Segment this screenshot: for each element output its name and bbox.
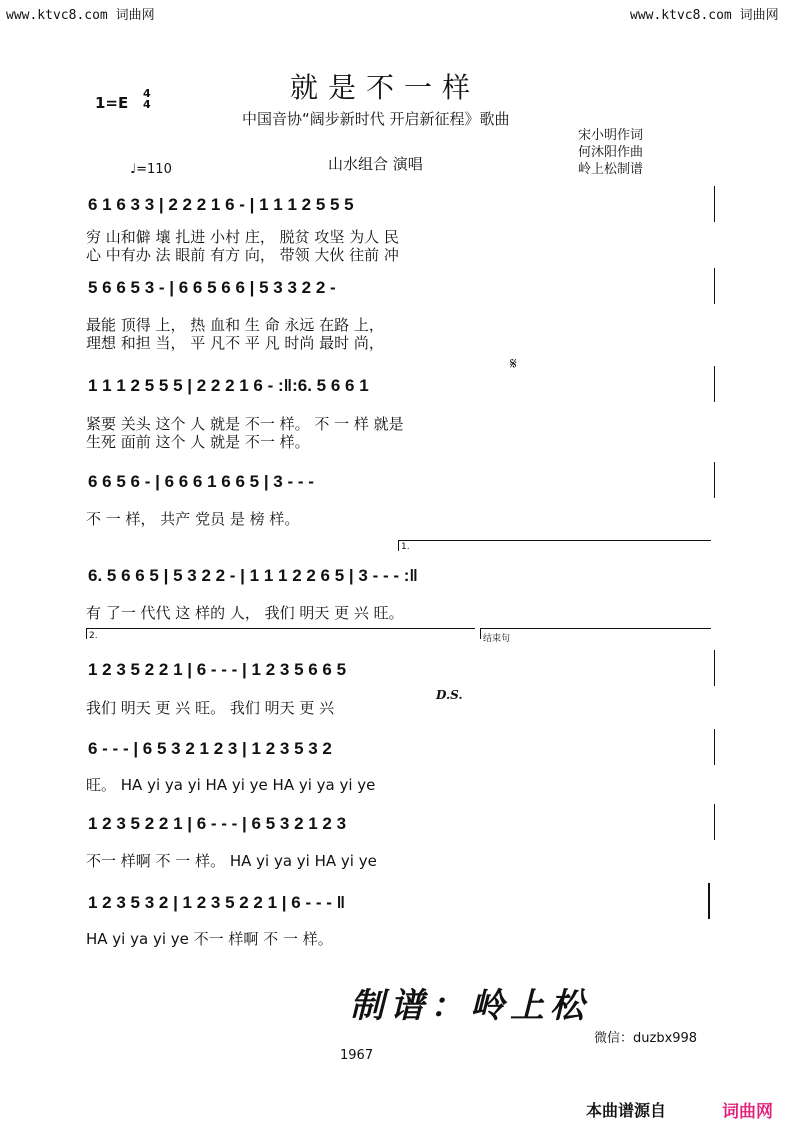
volta-bracket-2 (86, 628, 475, 639)
song-title: 就是不一样 (290, 71, 481, 104)
lyrics-row-8: 不一 样啊 不 一 样。 HA yi ya yi HA yi ye (86, 852, 377, 870)
notes-row-3: 1 1 1 2 5 5 5 | 2 2 2 1 6 - :‖:6. 5 6 6 1 (88, 376, 369, 395)
time-signature (143, 88, 151, 110)
ending-bracket (480, 628, 711, 639)
barline (714, 729, 715, 765)
notes-row-7: 6 - - - | 6 5 3 2 1 2 3 | 1 2 3 5 3 2 (88, 739, 332, 758)
barline (714, 804, 715, 840)
lyrics-row-1-verse-1: 穷 山和僻 壤 扎进 小村 庄， 脱贫 攻坚 为人 民 (86, 228, 399, 246)
lyrics-row-6: 我们 明天 更 兴 旺。 我们 明天 更 兴 (86, 699, 335, 717)
page-number: 1967 (340, 1048, 374, 1063)
brand-logo[interactable]: 词曲网 (722, 1102, 773, 1122)
time-bottom: 4 (143, 98, 151, 111)
site-link-right[interactable]: www.ktvc8.com 词曲网 (630, 8, 779, 23)
notes-row-8: 1 2 3 5 2 2 1 | 6 - - - | 6 5 3 2 1 2 3 (88, 814, 347, 833)
composer: 何沐阳作曲 (578, 145, 644, 160)
time-top: 4 (143, 87, 151, 100)
volta-label-1: 1. (401, 542, 410, 552)
wechat-contact: 微信：duzbx998 (594, 1031, 698, 1046)
notes-row-6: 1 2 3 5 2 2 1 | 6 - - - | 1 2 3 5 6 6 5 (88, 660, 347, 679)
barline (714, 268, 715, 304)
notes-row-2: 5 6 6 5 3 - | 6 6 5 6 6 | 5 3 3 2 2 - (88, 278, 336, 297)
barline (714, 186, 715, 222)
transcriber-signature: 制谱：岭上松 (350, 986, 590, 1026)
notes-row-5: 6. 5 6 6 5 | 5 3 2 2 - | 1 1 1 2 2 6 5 | 3 - - - :‖ (88, 566, 418, 585)
ds-marking: D.S. (436, 688, 463, 702)
lyrics-row-1-verse-2: 心 中有办 法 眼前 有方 向， 带领 大伙 往前 冲 (86, 246, 399, 264)
ending-label: 结束句 (483, 634, 511, 644)
barline (714, 462, 715, 498)
source-label: 本曲谱源自 (586, 1101, 667, 1120)
notes-row-1: 6 1 6 3 3 | 2 2 2 1 6 - | 1 1 1 2 5 5 5 (88, 195, 354, 214)
lyrics-row-2-verse-2: 理想 和担 当， 平 凡不 平 凡 时尚 最时 尚， (86, 334, 384, 352)
barline (714, 650, 715, 686)
tempo-marking: ♩=110 (130, 162, 172, 177)
notes-row-4: 6 6 5 6 - | 6 6 6 1 6 6 5 | 3 - - - (88, 472, 314, 491)
lyricist: 宋小明作词 (578, 128, 644, 143)
volta-label-2: 2. (89, 631, 98, 641)
lyrics-row-4: 不 一 样， 共产 党员 是 榜 样。 (86, 510, 300, 528)
volta-bracket-1 (398, 540, 711, 551)
song-subtitle: 中国音协“阔步新时代 开启新征程》歌曲 (242, 110, 510, 128)
lyrics-row-7: 旺。 HA yi ya yi HA yi ye HA yi ya yi ye (86, 776, 376, 794)
final-barline (708, 883, 710, 919)
transcriber: 岭上松制谱 (578, 162, 644, 177)
key-signature: 1=E (95, 94, 129, 112)
notes-row-9: 1 2 3 5 3 2 | 1 2 3 5 2 2 1 | 6 - - - ‖ (88, 893, 346, 912)
lyrics-row-2-verse-1: 最能 顶得 上， 热 血和 生 命 永远 在路 上， (86, 316, 384, 334)
lyrics-row-3-verse-1: 紧要 关头 这个 人 就是 不一 样。 不 一 样 就是 (86, 415, 404, 433)
site-link-left[interactable]: www.ktvc8.com 词曲网 (6, 8, 155, 23)
lyrics-row-5: 有 了一 代代 这 样的 人， 我们 明天 更 兴 旺。 (86, 604, 404, 622)
barline (714, 366, 715, 402)
lyrics-row-3-verse-2: 生死 面前 这个 人 就是 不一 样。 (86, 433, 310, 451)
lyrics-row-9: HA yi ya yi ye 不一 样啊 不 一 样。 (86, 930, 333, 948)
performer: 山水组合 演唱 (328, 155, 423, 173)
segno-sign: 𝄋 (510, 354, 517, 373)
